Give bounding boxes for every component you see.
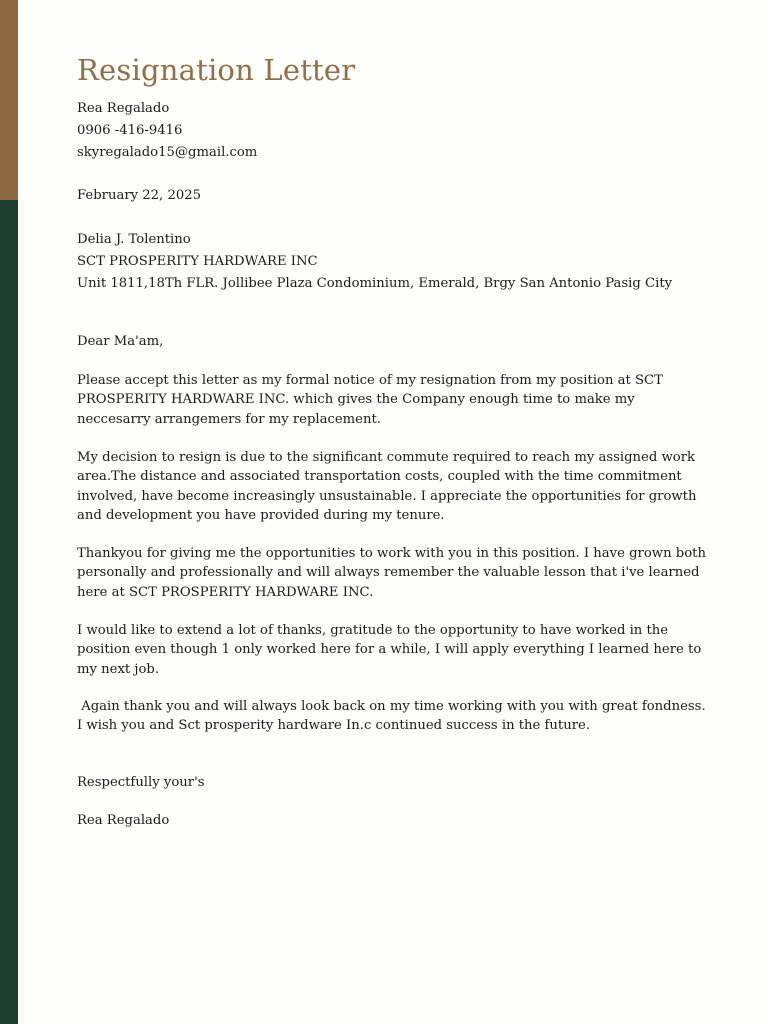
- closing: Respectfully your's: [77, 775, 205, 790]
- recipient-company: SCT PROSPERITY HARDWARE INC: [77, 254, 318, 269]
- paragraph-line: I would like to extend a lot of thanks, gratitude to the opportunity to have worked in the: [77, 623, 669, 638]
- recipient-address: Unit 1811,18Th FLR. Jollibee Plaza Condominium, Emerald, Brgy San Antonio Pasig City: [77, 276, 673, 291]
- paragraph-line: position even though 1 only worked here for a while, I will apply everything I learned here to: [77, 642, 702, 658]
- paragraph-line: neccesarry arrangemers for my replacement.: [77, 411, 381, 427]
- body-paragraph-1: [77, 371, 717, 429]
- salutation-block: [77, 331, 163, 353]
- paragraph-line: area.The distance and associated transportation costs, coupled with the time commitment: [77, 469, 682, 485]
- paragraph-line: Please accept this letter as my formal notice of my resignation from my position at SCT: [77, 373, 663, 388]
- paragraph-line: and development you have provided during my tenure.: [77, 507, 445, 523]
- signature-block: [77, 810, 169, 832]
- paragraph-line: Thankyou for giving me the opportunities to work with you in this position. I have grown both: [77, 546, 706, 561]
- recipient-block: [77, 229, 672, 295]
- letter-date: February 22, 2025: [77, 188, 202, 203]
- closing-block: [77, 772, 204, 794]
- sender-email: skyregalado15@gmail.com: [77, 145, 258, 160]
- body-paragraph-5: [77, 697, 717, 736]
- paragraph-line: I wish you and Sct prosperity hardware In.c continued success in the future.: [77, 718, 591, 734]
- body-paragraph-4: [77, 621, 717, 679]
- signature-name: Rea Regalado: [77, 813, 170, 828]
- salutation: Dear Ma'am,: [77, 334, 164, 349]
- left-accent-band-gold: [0, 0, 18, 200]
- paragraph-line: here at SCT PROSPERITY HARDWARE INC.: [77, 584, 374, 600]
- sender-name: Rea Regalado: [77, 101, 170, 116]
- body-paragraph-3: [77, 544, 717, 602]
- paragraph-line: personally and professionally and will always remember the valuable lesson that i've learned: [77, 565, 700, 581]
- left-accent-band-green: [0, 200, 18, 1024]
- paragraph-line: Again thank you and will always look back on my time working with you with great fondness.: [77, 699, 706, 714]
- paragraph-line: involved, have become increasingly unsustainable. I appreciate the opportunities for growth: [77, 488, 697, 504]
- sender-block: [77, 98, 257, 164]
- paragraph-line: PROSPERITY HARDWARE INC. which gives the Company enough time to make my: [77, 392, 635, 408]
- recipient-name: Delia J. Tolentino: [77, 232, 191, 247]
- body-paragraph-2: [77, 448, 717, 525]
- letter-title: Resignation Letter: [77, 53, 356, 87]
- paragraph-line: My decision to resign is due to the significant commute required to reach my assigned work: [77, 450, 696, 465]
- sender-phone: 0906 -416-9416: [77, 123, 183, 138]
- paragraph-line: my next job.: [77, 661, 160, 677]
- date-block: [77, 185, 201, 207]
